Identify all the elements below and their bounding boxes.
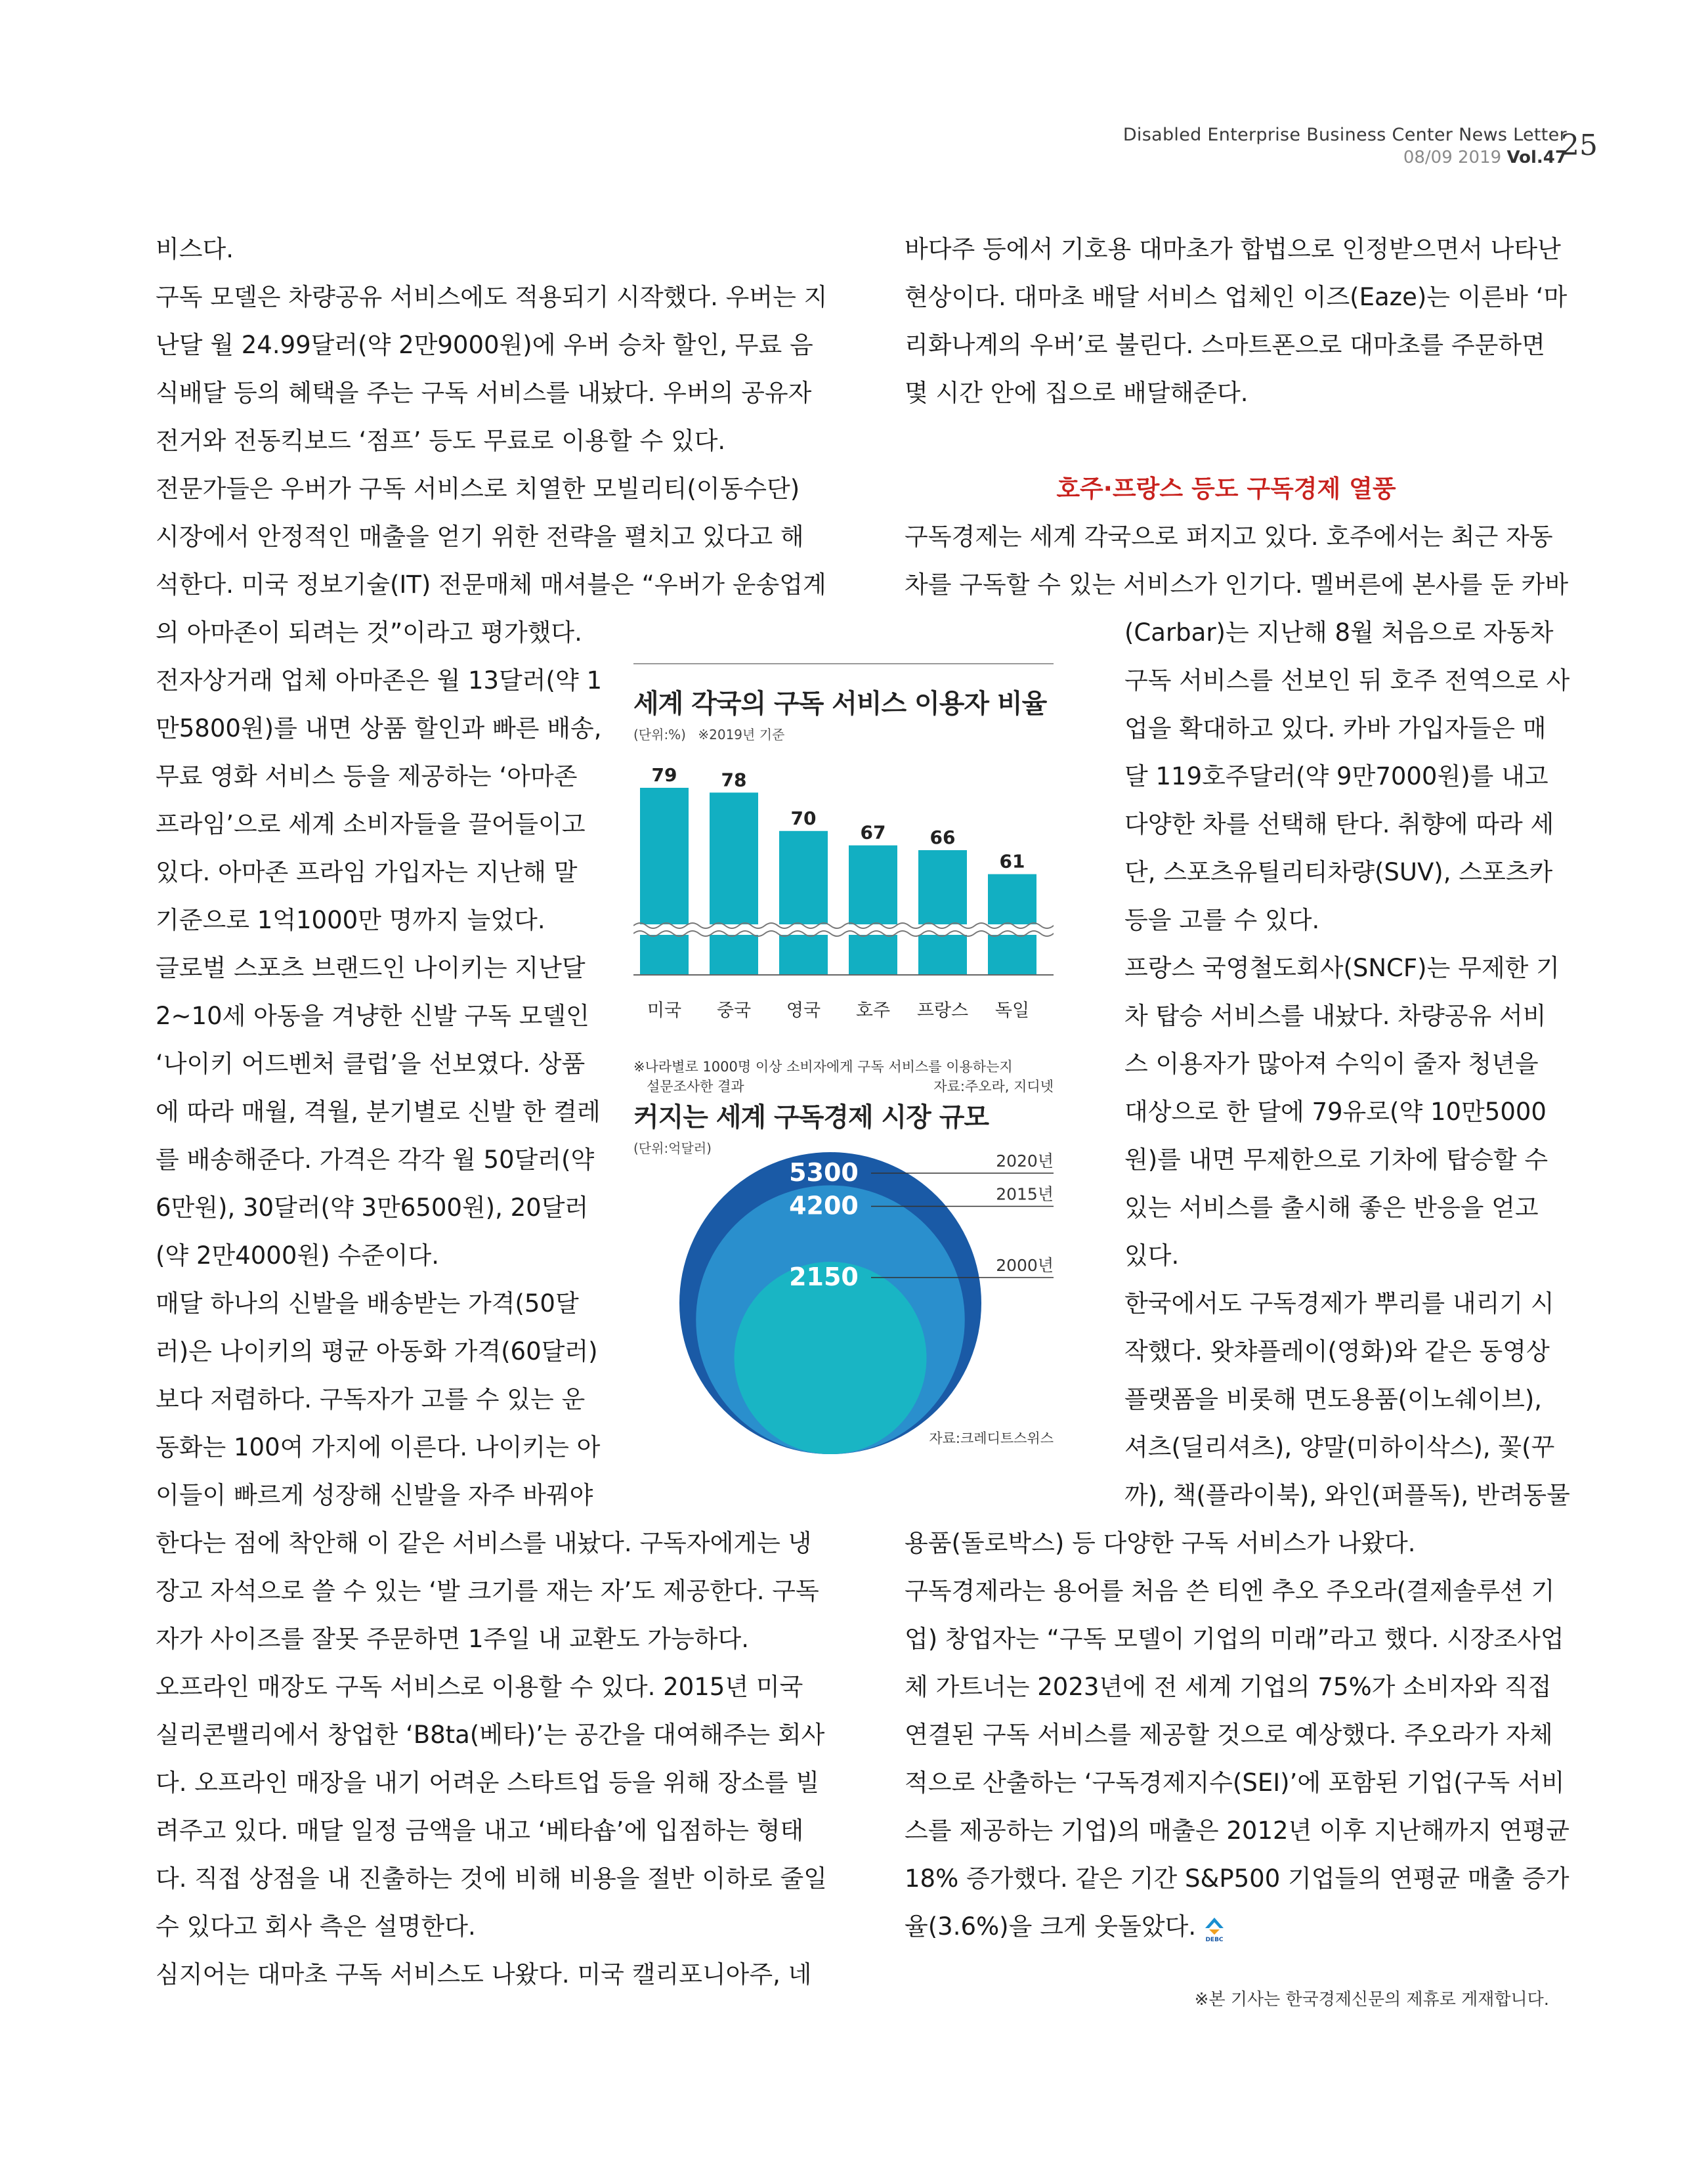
text-line: 까), 책(플라이북), 와인(퍼플독), 반려동물: [1124, 1481, 1570, 1509]
issue-volume: Vol.47: [1506, 148, 1567, 167]
text-line: 실리콘밸리에서 창업한 ‘B8ta(베타)’는 공간을 대여해주는 회사: [156, 1721, 825, 1749]
text-line: 구독 모델은 차량공유 서비스에도 적용되기 시작했다. 우버는 지: [156, 283, 828, 311]
text-line: 다양한 차를 선택해 탄다. 취향에 따라 세: [1124, 810, 1554, 838]
text-line: 한국에서도 구독경제가 뿌리를 내리기 시: [1124, 1289, 1554, 1318]
text-line: 에 따라 매월, 격월, 분기별로 신발 한 켤레: [156, 1098, 601, 1126]
bar: [710, 792, 758, 975]
bar-category-label: 프랑스: [916, 1000, 969, 1021]
right-paragraph-1: [905, 513, 1569, 609]
bar-category-label: 미국: [647, 1000, 682, 1021]
bar-chart: [633, 742, 1054, 1044]
text-line: 프라임’으로 세계 소비자들을 끌어들이고: [156, 810, 586, 838]
bar-category-label: 호주: [855, 1000, 891, 1021]
text-line: 체 가트너는 2023년에 전 세계 기업의 75%가 소비자와 직접: [905, 1673, 1552, 1701]
text-line: 리화나계의 우버’로 불린다. 스마트폰으로 대마초를 주문하면: [905, 331, 1545, 359]
footnote: ※본 기사는 한국경제신문의 제휴로 게재합니다.: [1194, 1990, 1549, 2010]
page-header: [1123, 125, 1567, 167]
logo-text: DEBC: [1205, 1936, 1224, 1943]
year-label: 2020년: [996, 1152, 1054, 1171]
debc-logo-icon: [1201, 1914, 1228, 1943]
text-line: (약 2만4000원) 수준이다.: [156, 1241, 440, 1270]
text-line: 구독 서비스를 선보인 뒤 호주 전역으로 사: [1124, 666, 1570, 695]
market-size-value: 5300: [789, 1158, 859, 1187]
text-line: 수 있다고 회사 측은 설명한다.: [156, 1912, 476, 1941]
text-line: 단, 스포츠유틸리티차량(SUV), 스포츠카: [1124, 858, 1553, 886]
issue-date: 08/09 2019: [1403, 148, 1502, 167]
text-line: 자가 사이즈를 잘못 주문하면 1주일 내 교환도 가능하다.: [156, 1625, 749, 1653]
text-line: 려주고 있다. 매달 일정 금액을 내고 ‘베타숍’에 입점하는 형태: [156, 1817, 804, 1845]
bar: [640, 788, 689, 975]
note-line-2-row: [633, 1077, 1054, 1096]
text-line: 시장에서 안정적인 매출을 얻기 위한 전략을 펼치고 있다고 해: [156, 523, 804, 551]
text-line: 차를 구독할 수 있는 서비스가 인기다. 멜버른에 본사를 둔 카바: [905, 570, 1569, 599]
text-line: 차 탑승 서비스를 내놨다. 차량공유 서비: [1124, 1002, 1547, 1030]
text-line: 동화는 100여 가지에 이른다. 나이키는 아: [156, 1433, 601, 1461]
year-label: 2000년: [996, 1256, 1054, 1276]
text-line: 이들이 빠르게 성장해 신발을 자주 바꿔야: [156, 1481, 593, 1509]
text-line: 한다는 점에 착안해 이 같은 서비스를 내놨다. 구독자에게는 냉: [156, 1529, 812, 1557]
text-line: 작했다. 왓챠플레이(영화)와 같은 동영상: [1124, 1337, 1550, 1366]
text-line: 구독경제라는 용어를 처음 쓴 티엔 추오 주오라(결제솔루션 기: [905, 1577, 1555, 1605]
text-line: 글로벌 스포츠 브랜드인 나이키는 지난달: [156, 954, 586, 982]
text-line: 스 이용자가 많아져 수익이 줄자 청년을: [1124, 1050, 1539, 1078]
text-line: 업) 창업자는 “구독 모델이 기업의 미래”라고 했다. 시장조사업: [905, 1625, 1564, 1653]
text-line: (Carbar)는 지난해 8월 처음으로 자동차: [1124, 618, 1554, 647]
market-size-value: 4200: [789, 1191, 859, 1220]
bar: [918, 850, 967, 975]
text-line: 의 아마존이 되려는 것”이라고 평가했다.: [156, 618, 582, 647]
right-paragraph-2: [905, 1519, 1569, 1950]
text-line: 전자상거래 업체 아마존은 월 13달러(약 1: [156, 666, 602, 695]
text-line: 다. 오프라인 매장을 내기 어려운 스타트업 등을 위해 장소를 빌: [156, 1769, 820, 1797]
text-line: 2~10세 아동을 겨냥한 신발 구독 모델인: [156, 1002, 589, 1030]
text-line: 심지어는 대마초 구독 서비스도 나왔다. 미국 캘리포니아주, 네: [156, 1960, 812, 1989]
bar-value-label: 79: [651, 764, 677, 786]
text-line: 매달 하나의 신발을 배송받는 가격(50달: [156, 1289, 579, 1318]
text-line: 업을 확대하고 있다. 카바 가입자들은 매: [1124, 714, 1547, 742]
bar-category-label: 독일: [994, 1000, 1030, 1021]
bar-chart-header: [633, 683, 1046, 743]
right-top-paragraph: [905, 225, 1568, 417]
text-line: 전문가들은 우버가 구독 서비스로 치열한 모빌리티(이동수단): [156, 475, 800, 503]
bar-value-label: 78: [721, 769, 747, 791]
text-line: 현상이다. 대마초 배달 서비스 업체인 이즈(Eaze)는 이른바 ‘마: [905, 283, 1568, 311]
text-line: 오프라인 매장도 구독 서비스로 이용할 수 있다. 2015년 미국: [156, 1673, 803, 1701]
circle-chart: [633, 1152, 1054, 1461]
text-line: 전거와 전동킥보드 ‘점프’ 등도 무료로 이용할 수 있다.: [156, 427, 726, 455]
market-size-value: 2150: [789, 1262, 859, 1292]
circle-chart-source: 자료:크레디트스위스: [929, 1431, 1054, 1446]
note-line-1: ※나라별로 1000명 이상 소비자에게 구독 서비스를 이용하는지: [633, 1059, 1013, 1075]
text-line: 셔츠(딜리셔츠), 양말(미하이삭스), 꽃(꾸: [1124, 1433, 1555, 1461]
issue-info: [1123, 148, 1567, 167]
circle-chart-unit: (단위:억달러): [633, 1140, 712, 1156]
text-line: [905, 1903, 1548, 1950]
text-line: 등을 고를 수 있다.: [1124, 906, 1320, 934]
section-heading: 호주·프랑스 등도 구독경제 열풍: [1056, 475, 1396, 503]
text-line: 구독경제는 세계 각국으로 퍼지고 있다. 호주에서는 최근 자동: [905, 523, 1553, 551]
bar: [849, 846, 897, 975]
text-line: 만5800원)를 내면 상품 할인과 빠른 배송,: [156, 714, 602, 742]
divider: [633, 663, 1054, 664]
year-label: 2015년: [996, 1184, 1054, 1204]
text-line: 러)은 나이키의 평균 아동화 가격(60달러): [156, 1337, 598, 1366]
text-line: 를 배송해준다. 가격은 각각 월 50달러(약: [156, 1146, 595, 1174]
text-line: 석한다. 미국 정보기술(IT) 전문매체 매셔블은 “우버가 운송업계: [156, 570, 826, 599]
text-line: 대상으로 한 달에 79유로(약 10만5000: [1124, 1098, 1547, 1126]
text-line: 플랫폼을 비롯해 면도용품(이노쉐이브),: [1124, 1385, 1543, 1413]
text-line: 6만원), 30달러(약 3만6500원), 20달러: [156, 1194, 589, 1222]
text-line: 스를 제공하는 기업)의 매출은 2012년 이후 지난해까지 연평균: [905, 1817, 1569, 1845]
text-line: 바다주 등에서 기호용 대마초가 합법으로 인정받으면서 나타난: [905, 235, 1561, 263]
text-line: 용품(돌로박스) 등 다양한 구독 서비스가 나왔다.: [905, 1529, 1416, 1557]
bar-value-label: 61: [999, 850, 1025, 872]
text-line: 보다 저렴하다. 구독자가 고를 수 있는 운: [156, 1385, 586, 1413]
text-line: 기준으로 1억1000만 명까지 늘었다.: [156, 906, 545, 934]
text-line: 몇 시간 안에 집으로 배달해준다.: [905, 379, 1249, 407]
circle-chart-header: [633, 1096, 989, 1157]
bar: [779, 831, 828, 975]
bar-category-label: 영국: [786, 1000, 821, 1021]
text-line: 비스다.: [156, 235, 234, 263]
text-line: 무료 영화 서비스 등을 제공하는 ‘아마존: [156, 762, 578, 790]
text-line: 달 119호주달러(약 9만7000원)를 내고: [1124, 762, 1548, 790]
bar-category-label: 중국: [716, 1000, 752, 1021]
newsletter-title: Disabled Enterprise Business Center News Letter: [1122, 125, 1567, 145]
bar-value-label: 66: [929, 827, 956, 848]
text-line-content: 율(3.6%)을 크게 웃돌았다.: [905, 1912, 1197, 1941]
text-line: 있다.: [1124, 1241, 1180, 1270]
text-line: 있다. 아마존 프라임 가입자는 지난해 말: [156, 858, 578, 886]
page-number: 25: [1561, 129, 1598, 162]
bar-chart-unit: [633, 724, 1046, 743]
bar-chart-title: 세계 각국의 구독 서비스 이용자 비율: [633, 689, 1047, 719]
text-line: 있는 서비스를 출시해 좋은 반응을 얻고: [1124, 1194, 1539, 1222]
bar-chart-source: 자료:주오라, 지디넷: [933, 1079, 1054, 1094]
text-line: 18% 증가했다. 같은 기간 S&P500 기업들의 연평균 매출 증가: [905, 1864, 1569, 1893]
text-line: ‘나이키 어드벤처 클럽’을 선보였다. 상품: [156, 1050, 586, 1078]
right-narrow-paragraphs: [1124, 609, 1570, 1519]
note-line-2: 설문조사한 결과: [647, 1079, 744, 1094]
text-line: 적으로 산출하는 ‘구독경제지수(SEI)’에 포함된 기업(구독 서비: [905, 1769, 1565, 1797]
text-line: 다. 직접 상점을 내 진출하는 것에 비해 비용을 절반 이하로 줄일: [156, 1864, 827, 1893]
text-line: 원)를 내면 무제한으로 기차에 탑승할 수: [1124, 1146, 1548, 1174]
bar-value-label: 70: [790, 807, 817, 829]
text-line: 연결된 구독 서비스를 제공할 것으로 예상했다. 주오라가 자체: [905, 1721, 1553, 1749]
bar-value-label: 67: [860, 821, 886, 844]
text-line: 프랑스 국영철도회사(SNCF)는 무제한 기: [1124, 954, 1560, 982]
text-line: 난달 월 24.99달러(약 2만9000원)에 우버 승차 할인, 무료 음: [156, 331, 813, 359]
text-line: 장고 자석으로 쓸 수 있는 ‘발 크기를 재는 자’도 제공한다. 구독: [156, 1577, 819, 1605]
bar-chart-note: [633, 1057, 1054, 1096]
basis-label: ※2019년 기준: [698, 727, 785, 742]
text-line: 식배달 등의 혜택을 주는 구독 서비스를 내놨다. 우버의 공유자: [156, 379, 812, 407]
circle-chart-title: 커지는 세계 구독경제 시장 규모: [633, 1102, 989, 1132]
unit-label: (단위:%): [633, 727, 686, 742]
